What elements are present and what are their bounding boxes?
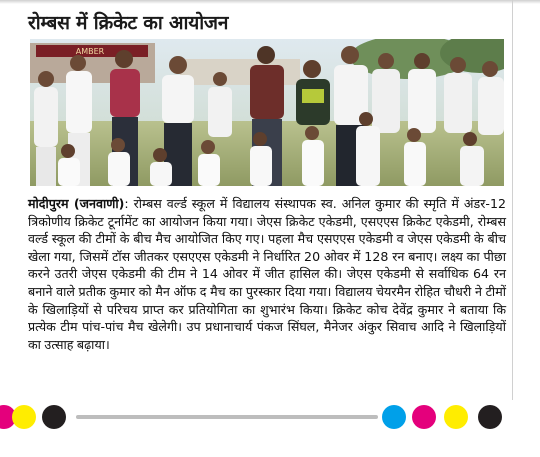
article-photo [30,39,504,186]
color-swatch-2 [12,405,36,429]
color-swatch-5 [412,405,436,429]
color-swatch-3 [42,405,66,429]
registration-scale-line [76,415,378,419]
group-photo-illustration [30,39,504,186]
color-swatch-6 [444,405,468,429]
article-headline: रोम्बस में क्रिकेट का आयोजन [28,12,229,34]
article-body [28,195,506,353]
color-swatch-4 [382,405,406,429]
color-swatch-7 [478,405,502,429]
article-dateline: मोदीपुरम (जनवाणी) [28,196,125,211]
print-color-registration-bar [0,404,540,430]
article-body-text: : रोम्बस वर्ल्ड स्कूल में विद्यालय संस्थापक स्व. अनिल कुमार की स्मृति में अंडर-12 त्रिकोणीय क्रिकेट टूर्नामेंट का आयोजन किया गया। जेएस क्रिकेट एकेडमी, एसएएस क्रिकेट एकेडमी, रोम्बस वर्ल्ड स्कूल की टीमों के बीच मैच आयोजित किए गए। पहला मैच एसएएस एकेडमी व जेएस एकेडमी के बीच खेला गया, जिसमें टॉस जीतकर एसएएस एकेडमी ने निर्धारित 20 ओवर में 128 रन बनाए। लक्ष्य का पीछा करने उतरी जेएस एकेडमी की टीम ने 14 ओवर में जीत हासिल की। जेएस एकेडमी से सर्वाधिक 64 रन बनाने वाले प्रतीक कुमार को मैन ऑफ द मैच का पुरस्कार दिया गया। विद्यालय चेयरमैन रोहित चौधरी ने टीमों के खिलाड़ियों से परिचय प्राप्त कर प्रतियोगिता का शुभारंभ किया। क्रिकेट कोच देवेंद्र कुमार ने बताया कि प्रत्येक टीम पांच-पांच मैच खेलेगी। उप प्रधानाचार्य पंकज सिंघल, मैनेजर अंकुर सिवाच आदि ने खिलाड़ियों का उत्साह बढ़ाया। [28,196,506,352]
news-article [22,0,513,400]
photo-banner-text: AMBER [75,47,105,56]
